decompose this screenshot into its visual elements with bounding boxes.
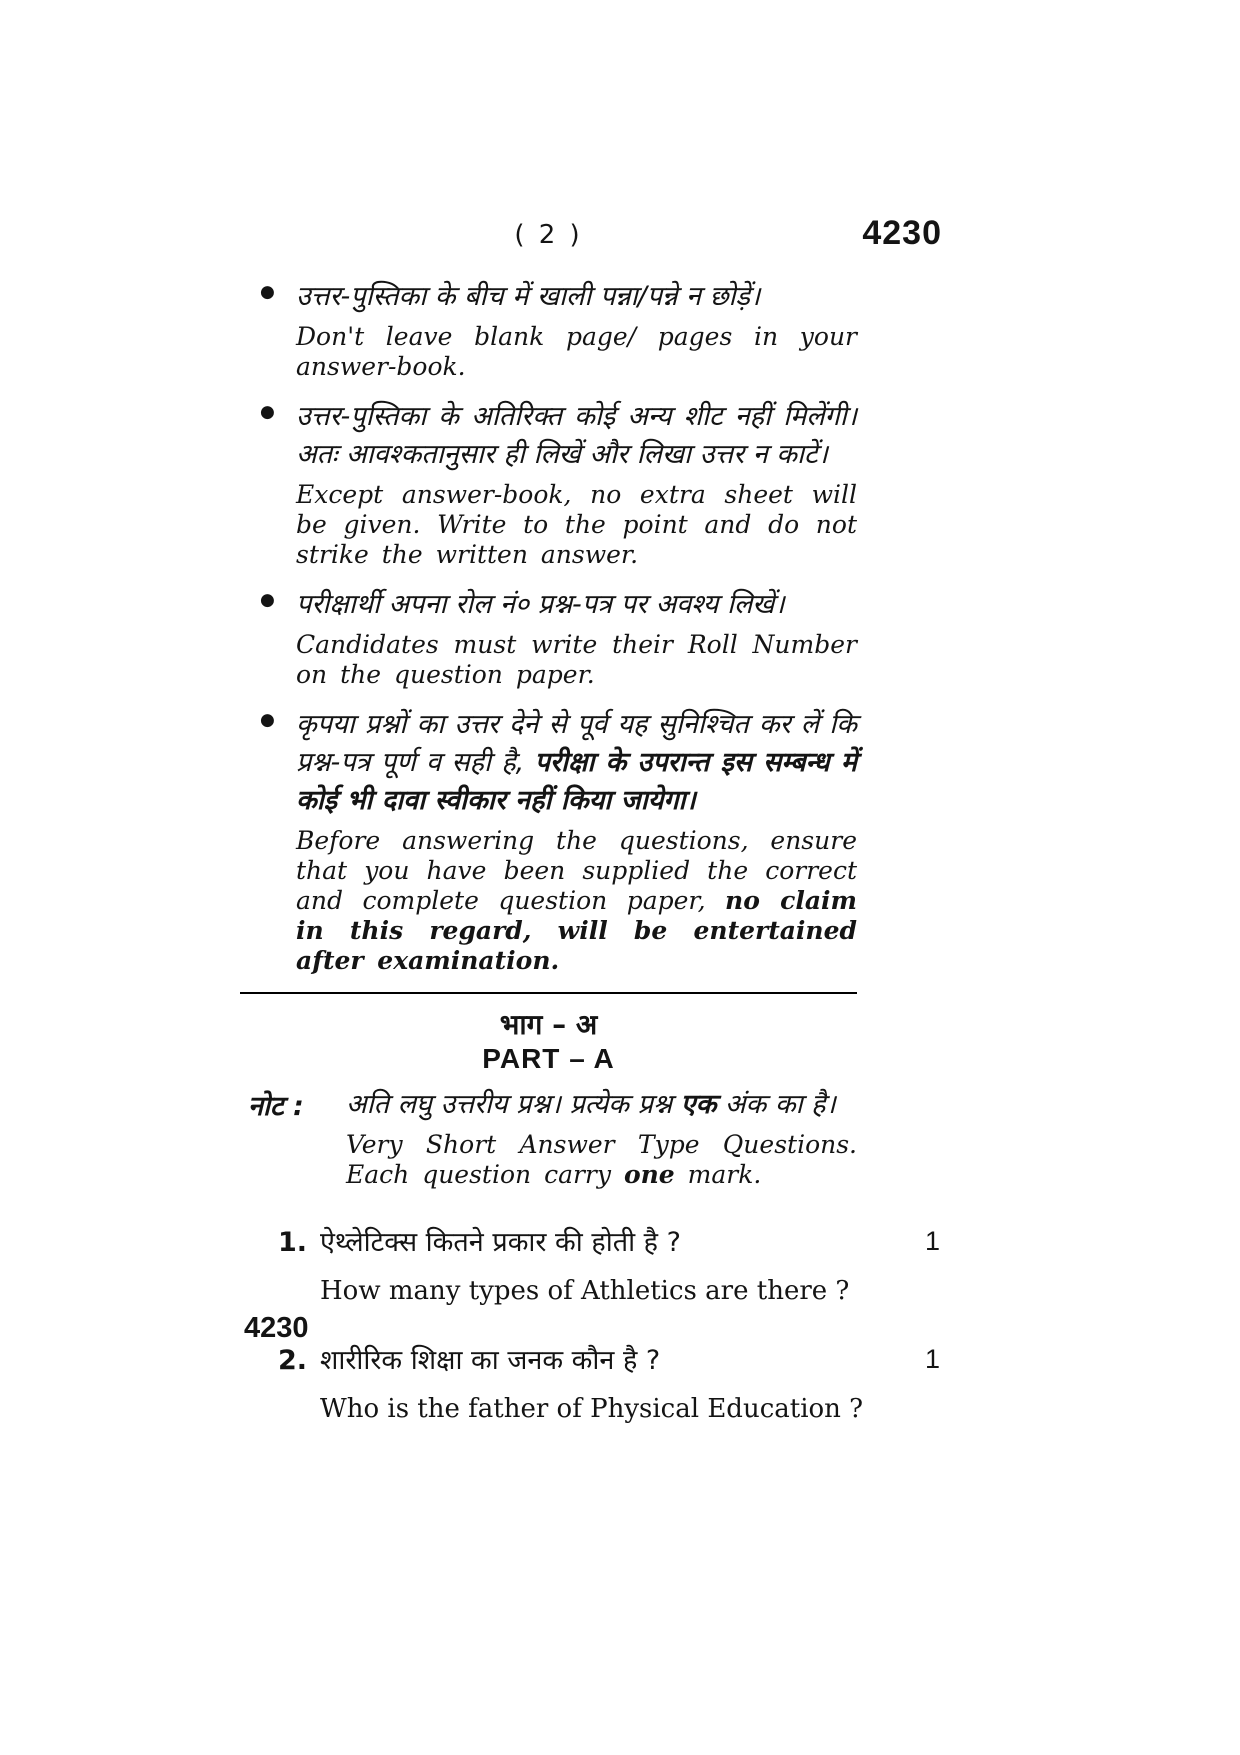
instruction-item-3 bbox=[240, 586, 857, 690]
instruction-4-hindi-bold: परीक्षा के उपरान्त इस सम्बन्ध में कोई भी दावा स्वीकार नहीं किया जायेगा। bbox=[296, 747, 857, 816]
question-1-row bbox=[240, 1224, 940, 1262]
note-label: नोट : bbox=[248, 1091, 304, 1122]
paper-code-header: 4230 bbox=[862, 214, 942, 252]
note-block bbox=[240, 1086, 857, 1190]
instruction-3-english: Candidates must write their Roll Number on the question paper. bbox=[296, 630, 857, 689]
instruction-1-english: Don't leave blank page/ pages in your answer-book. bbox=[296, 322, 857, 381]
instruction-2-hindi: उत्तर-पुस्तिका के अतिरिक्त कोई अन्य शीट नहीं मिलेंगी। अतः आवश्कतानुसार ही लिखें और लिखा उत्तर न काटें। bbox=[296, 401, 857, 470]
note-english-pre: Very Short Answer Type Questions. Each question carry bbox=[346, 1130, 857, 1189]
question-1-marks: 1 bbox=[924, 1226, 940, 1256]
question-2 bbox=[240, 1342, 940, 1426]
instruction-3-hindi: परीक्षार्थी अपना रोल नं० प्रश्न-पत्र पर अवश्य लिखें। bbox=[296, 589, 785, 620]
instruction-2-english: Except answer-book, no extra sheet will be given. Write to the point and do not strike the written answer. bbox=[296, 480, 857, 569]
note-hindi-pre: अति लघु उत्तरीय प्रश्न। प्रत्येक प्रश्न bbox=[346, 1089, 681, 1120]
instruction-1-hindi: उत्तर-पुस्तिका के बीच में खाली पन्ना/पन्ने न छोड़ें। bbox=[296, 281, 761, 312]
note-hindi-bold: एक bbox=[680, 1089, 717, 1120]
paper-code-footer: 4230 bbox=[244, 1312, 309, 1344]
question-2-row bbox=[240, 1342, 940, 1380]
instruction-item-1 bbox=[240, 278, 857, 382]
instruction-4-hindi-normal: कृपया प्रश्नों का उत्तर देने से पूर्व यह सुनिश्चित कर लें कि प्रश्न-पत्र पूर्ण व सही है, bbox=[296, 709, 857, 778]
instruction-item-4 bbox=[240, 706, 857, 976]
instructions-list bbox=[240, 278, 857, 976]
bullet-icon: ● bbox=[260, 710, 275, 730]
question-2-text-hindi: शारीरिक शिक्षा का जनक कौन है ? bbox=[320, 1345, 661, 1376]
note-english bbox=[346, 1130, 857, 1190]
page-number: ( 2 ) bbox=[514, 220, 583, 250]
note-english-bold: one bbox=[623, 1160, 675, 1189]
instruction-4-english-normal: Before answering the questions, ensure that you have been supplied the correct and complete question paper, bbox=[296, 826, 857, 915]
instruction-4-english-bold: no claim in this regard, will be entertained after examination. bbox=[296, 886, 857, 975]
note-hindi bbox=[346, 1086, 857, 1124]
instruction-item-2 bbox=[240, 398, 857, 570]
question-2-marks: 1 bbox=[924, 1344, 940, 1374]
divider-line bbox=[240, 992, 857, 994]
note-hindi-post: अंक का है। bbox=[716, 1089, 836, 1120]
question-1-text-hindi: ऐथ्लेटिक्स कितने प्रकार की होती है ? bbox=[320, 1227, 681, 1258]
bullet-icon: ● bbox=[260, 590, 275, 610]
question-1 bbox=[240, 1224, 940, 1308]
page-content bbox=[240, 212, 940, 1426]
question-1-text-english: How many types of Athletics are there ? bbox=[320, 1276, 850, 1306]
bullet-icon: ● bbox=[260, 282, 275, 302]
instruction-4-english bbox=[296, 826, 857, 976]
question-2-number: 2. bbox=[278, 1345, 308, 1376]
question-2-text-english: Who is the father of Physical Education ? bbox=[320, 1394, 864, 1424]
question-1-number: 1. bbox=[278, 1227, 308, 1258]
instruction-4-hindi bbox=[296, 706, 857, 820]
note-english-post: mark. bbox=[674, 1160, 762, 1189]
bullet-icon: ● bbox=[260, 402, 275, 422]
page-header bbox=[240, 212, 942, 264]
part-heading-hindi: भाग – अ bbox=[499, 1008, 598, 1041]
part-heading-english: PART – A bbox=[482, 1043, 615, 1074]
